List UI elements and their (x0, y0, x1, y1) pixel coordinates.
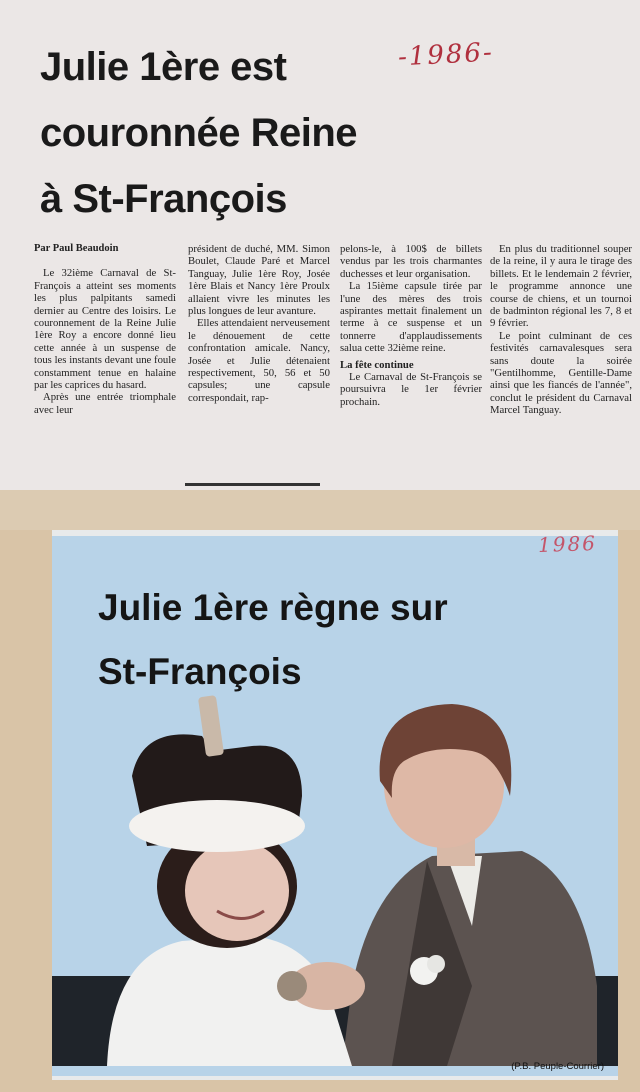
paragraph: Le 32ième Carnaval de St-François a atteint ses moments les plus palpitants samedi dernier au Centre des loisirs. Le couronnement de la Reine Julie 1ère Roy a encore donné lieu cette année à un suspense de tous les instants devant une foule constamment tenue en halaine par les caprices du hasard. (34, 267, 176, 392)
article2-headline (98, 576, 568, 704)
byline: Par Paul Beaudoin (34, 243, 119, 254)
column-1 (34, 243, 176, 416)
headline-line-2: St-François (98, 651, 302, 692)
headline-line-1: Julie 1ère est (40, 45, 287, 89)
handwritten-year-annotation: -1986- (397, 37, 495, 73)
paragraph: Le Carnaval de St-François se poursuivra le 1er février prochain. (340, 371, 482, 408)
headline-line-2: couronnée Reine (40, 111, 358, 155)
headline-line-1: Julie 1ère règne sur (98, 587, 448, 628)
newspaper-clipping-2 (52, 530, 618, 1080)
column-2 (188, 243, 330, 404)
handwritten-year-annotation: 1986 (537, 530, 598, 558)
column-divider-rule (185, 483, 320, 486)
photo-credit: (P.B. Peuple-Courrier) (511, 1061, 604, 1072)
paragraph: En plus du traditionnel souper de la reine, il y aura le tirage des billets. Et le lendemain 2 février, le programme annonce une course de chiens, et un tournoi de badminton régional les 7, 8 et 9 février. (490, 243, 632, 330)
crown-fur-band (129, 800, 305, 852)
column-3 (340, 243, 482, 408)
newspaper-clipping-1 (0, 0, 640, 491)
woman-face (185, 841, 289, 941)
paragraph: Le point culminant de ces festivités carnavalesques sera sans doute la soirée "Gentilhomme, Gentille-Dame ainsi que les fiancés de l'année", conclut le président du Carnaval Marcel Tanguay. (490, 329, 632, 417)
article1-body (34, 243, 632, 481)
headline-line-3: à St-François (40, 177, 287, 221)
paragraph: Elles attendaient nerveusement le dénouement de cette confrontation amicale. Nancy, Josée et Julie détenaient respectivement, 50, 56 et 50 capsules; une capsule correspondait, rap- (188, 317, 330, 404)
paragraph: La 15ième capsule tirée par l'une des mères des trois aspirantes mettait finalement un terme à ce suspense et un tonnerre d'applaudissements salua cette 32ième reine. (340, 280, 482, 355)
scrapbook-page-background (0, 490, 640, 530)
paragraph: Après une entrée triomphale avec leur (34, 391, 176, 416)
photo-panel (52, 536, 618, 1076)
paragraph: président de duché, MM. Simon Boulet, Claude Paré et Marcel Tanguay, Julie 1ère Roy, Josée 1ère Blais et Nancy 1ère Proulx allaient vivre les minutes les plus longues de leur avanture. (188, 243, 330, 318)
subheading: La fête continue (340, 358, 414, 371)
paragraph: pelons-le, à 100$ de billets vendus par les trois charmantes duchesses et leur organisation. (340, 243, 482, 280)
column-4 (490, 243, 632, 417)
corsage (277, 971, 307, 1001)
queen-coronation-photo (52, 686, 618, 1066)
